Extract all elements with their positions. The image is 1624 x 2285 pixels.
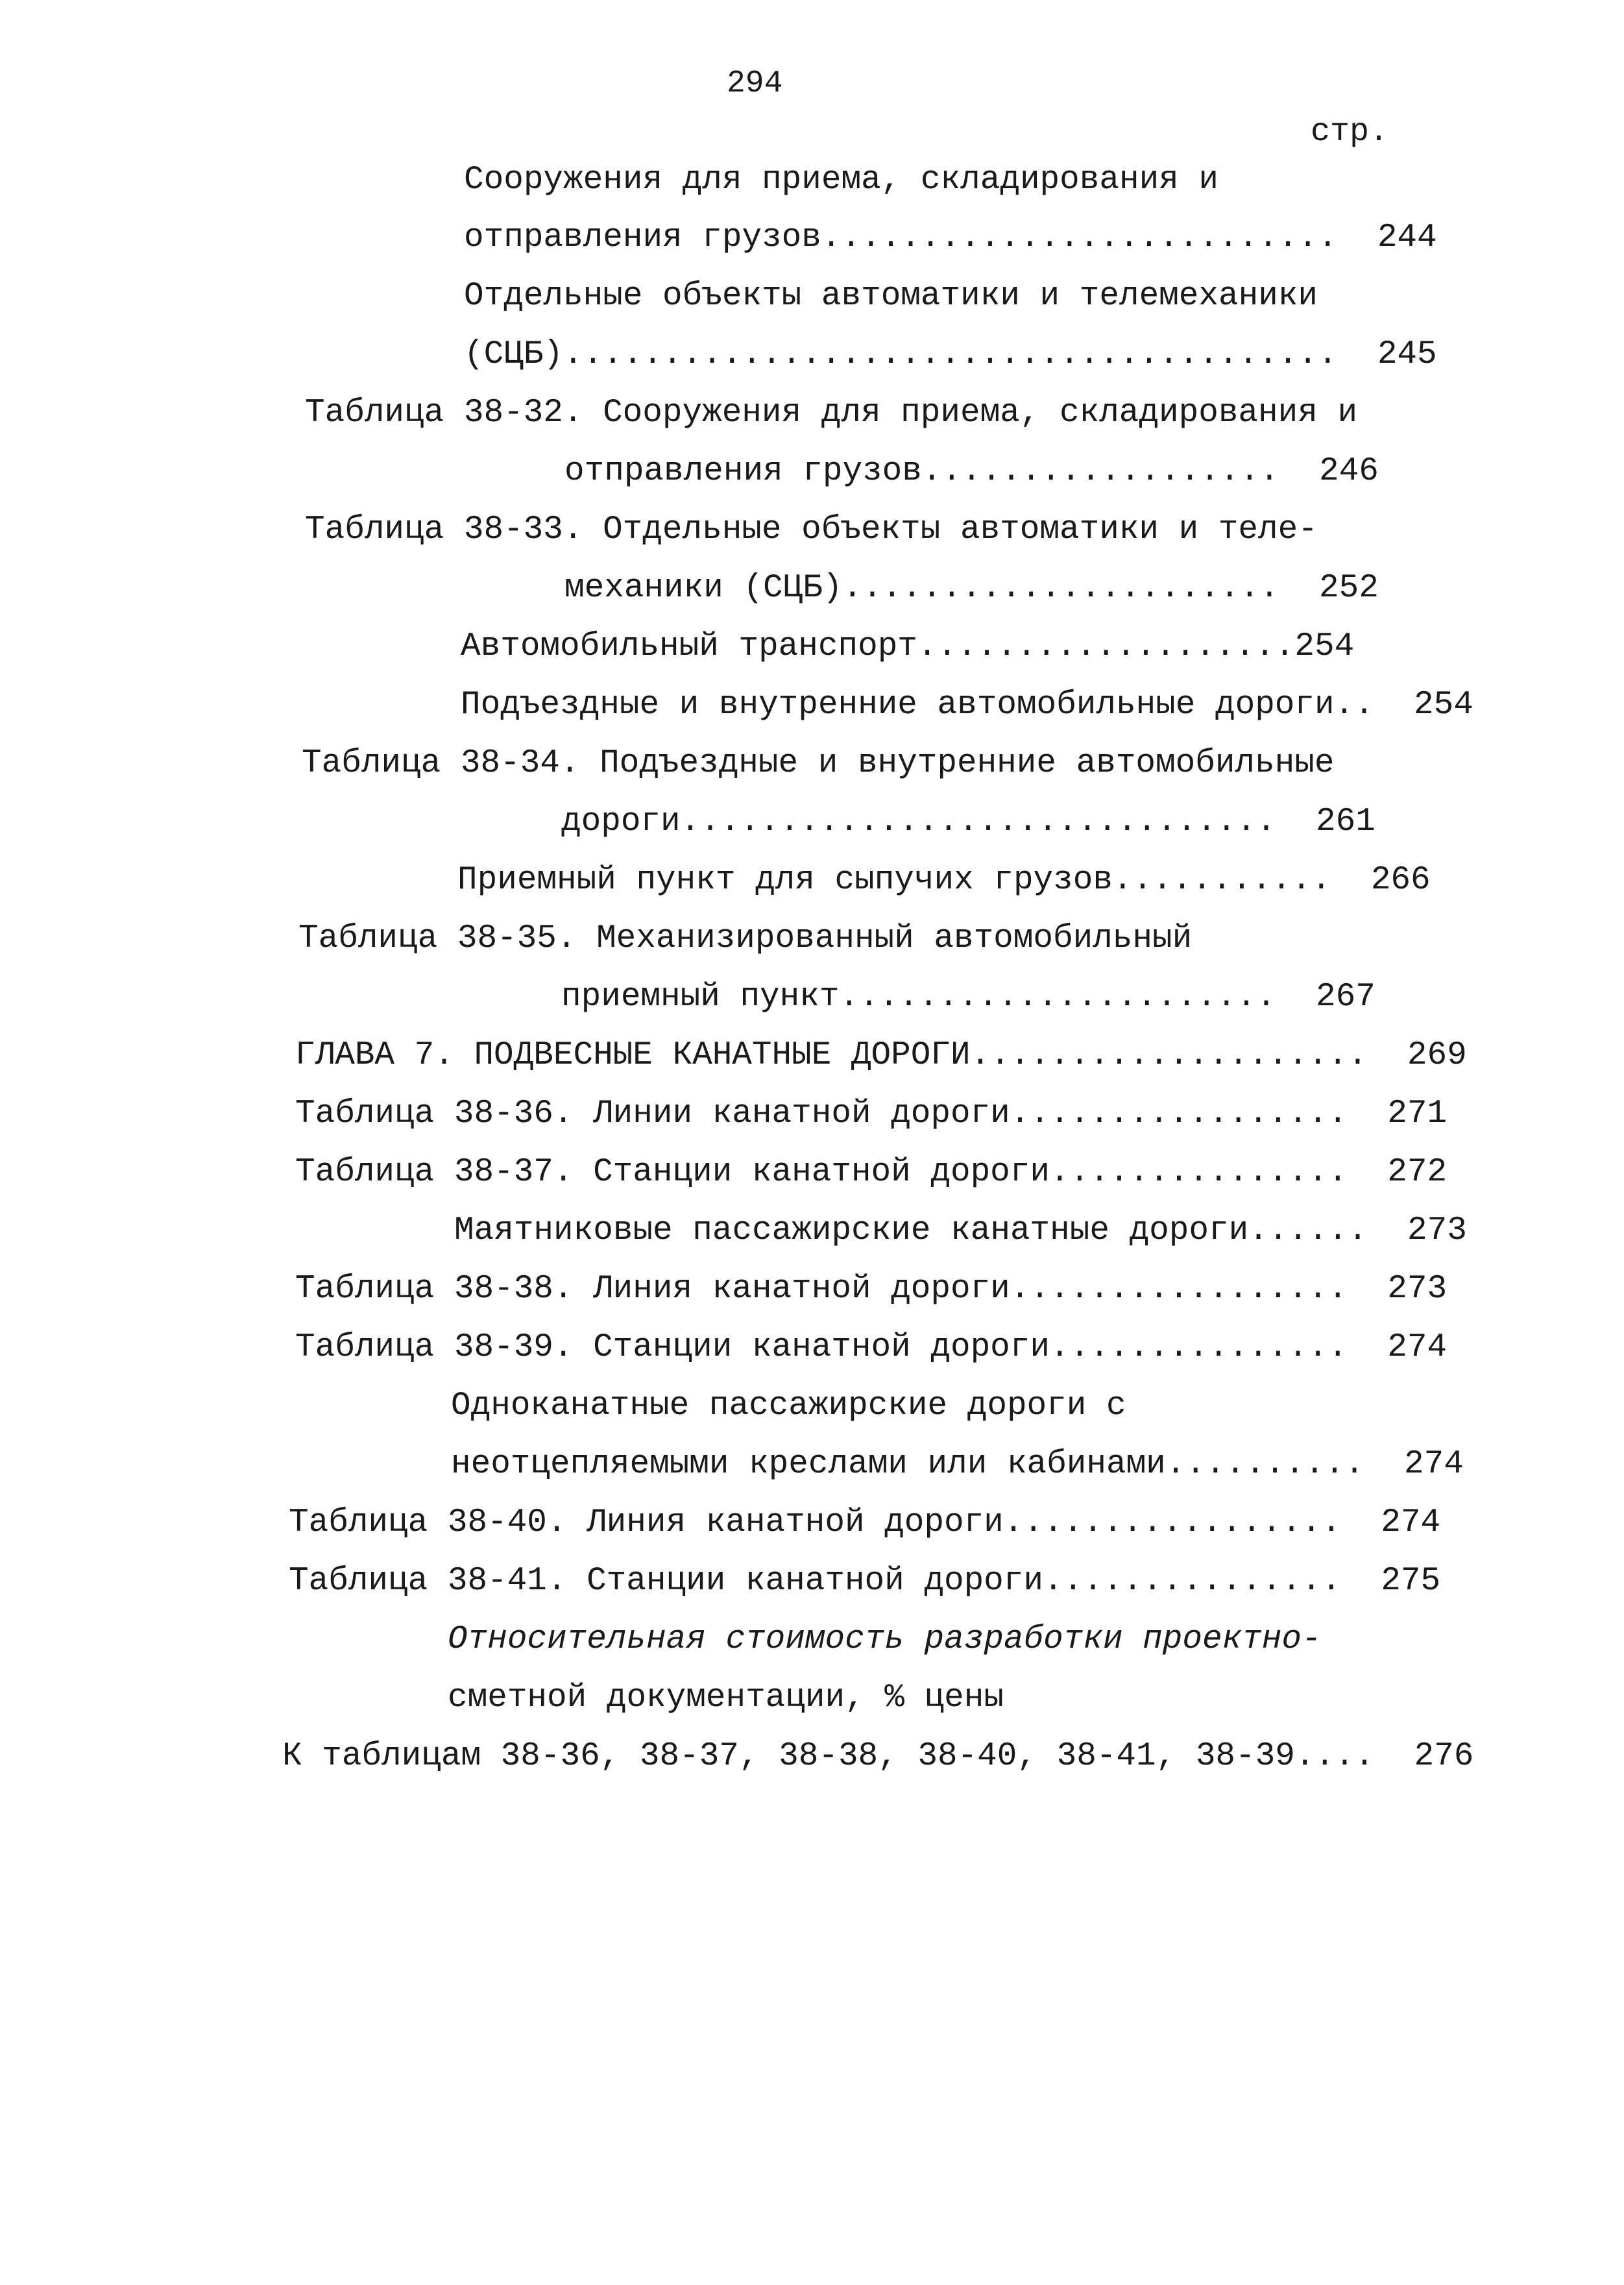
toc-entry: приемный пункт...................... 267: [561, 979, 1376, 1016]
toc-entry: Таблица 38-40. Линия канатной дороги................. 274: [289, 1504, 1441, 1541]
toc-entry: неотцепляемыми креслами или кабинами.......... 274: [451, 1446, 1464, 1483]
toc-entry: Таблица 38-36. Линии канатной дороги................. 271: [295, 1095, 1448, 1132]
toc-entry: Таблица 38-38. Линия канатной дороги................. 273: [295, 1271, 1448, 1308]
toc-entry: отправления грузов.......................... 244: [464, 219, 1437, 256]
toc-entry: механики (СЦБ)...................... 252: [564, 570, 1379, 607]
toc-entry: Одноканатные пассажирские дороги с: [451, 1387, 1126, 1424]
toc-entry: Сооружения для приема, складирования и: [464, 162, 1218, 199]
page-number: 294: [727, 66, 783, 101]
toc-entry: Таблица 38-37. Станции канатной дороги............... 272: [295, 1154, 1448, 1191]
toc-entry: Таблица 38-35. Механизированный автомобильный: [298, 920, 1193, 957]
toc-entry: Автомобильный транспорт...................254: [461, 628, 1355, 665]
toc-entry: Таблица 38-34. Подъездные и внутренние автомобильные: [302, 745, 1335, 782]
toc-entry: Маятниковые пассажирские канатные дороги...... 273: [454, 1212, 1467, 1249]
toc-entry: Отдельные объекты автоматики и телемеханики: [464, 278, 1318, 315]
page-column-header: стр.: [1311, 114, 1389, 151]
toc-entry: Таблица 38-33. Отдельные объекты автоматики и теле-: [305, 511, 1318, 548]
toc-entry: отправления грузов.................. 246: [564, 453, 1379, 490]
toc-entry: Таблица 38-32. Сооружения для приема, складирования и: [305, 395, 1358, 432]
toc-entry: Приемный пункт для сыпучих грузов........... 266: [457, 862, 1431, 899]
toc-entry: К таблицам 38-36, 38-37, 38-38, 38-40, 38-41, 38-39.... 276: [282, 1738, 1474, 1775]
toc-entry: Подъездные и внутренние автомобильные дороги.. 254: [461, 687, 1473, 724]
toc-entry: Таблица 38-39. Станции канатной дороги............... 274: [295, 1329, 1448, 1366]
toc-entry: (СЦБ)....................................... 245: [464, 336, 1437, 373]
toc-entry: ГЛАВА 7. ПОДВЕСНЫЕ КАНАТНЫЕ ДОРОГИ.................... 269: [295, 1037, 1467, 1074]
toc-entry: Относительная стоимость разработки проектно-: [448, 1621, 1322, 1658]
toc-entry: Таблица 38-41. Станции канатной дороги............... 275: [289, 1563, 1441, 1600]
toc-entry: сметной документации, % цены: [448, 1680, 1004, 1717]
toc-entry: дороги.............................. 261: [561, 803, 1376, 840]
